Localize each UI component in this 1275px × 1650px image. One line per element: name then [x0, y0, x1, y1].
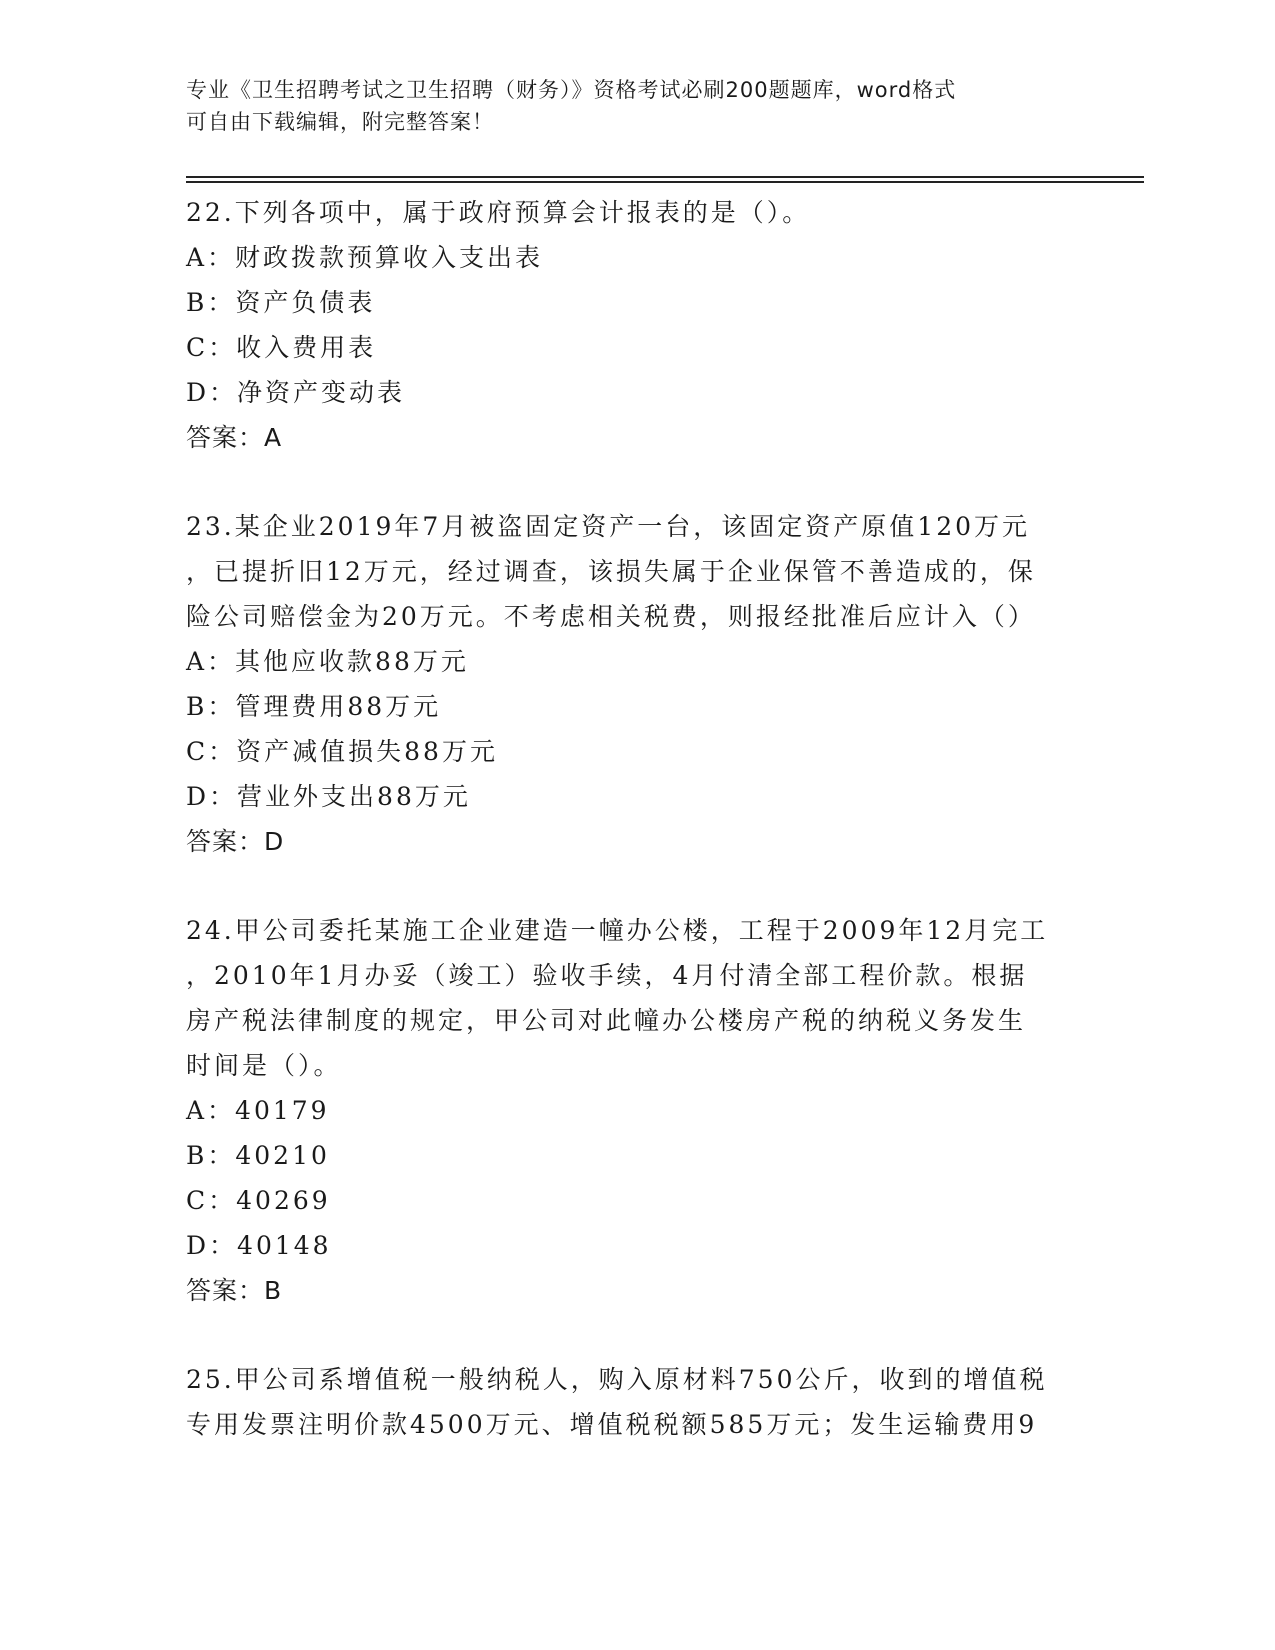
header-divider-thick	[186, 181, 1144, 183]
option-d: D：40148	[186, 1231, 332, 1260]
header-divider-thin	[186, 176, 1144, 178]
spacer	[186, 460, 1106, 504]
header-line-1: 专业《卫生招聘考试之卫生招聘（财务）》资格考试必刷200题题库，word格式	[186, 78, 957, 102]
option-c: C：40269	[186, 1186, 331, 1215]
question-24	[186, 908, 1106, 1313]
question-stem: 时间是（）。	[186, 1051, 342, 1080]
question-stem: 险公司赔偿金为20万元。不考虑相关税费，则报经批准后应计入（）	[186, 602, 1036, 631]
answer: 答案：D	[186, 827, 285, 856]
option-a: A：其他应收款88万元	[186, 647, 469, 676]
question-stem: ，已提折旧12万元，经过调查，该损失属于企业保管不善造成的，保	[186, 557, 1036, 586]
question-stem: 25.甲公司系增值税一般纳税人，购入原材料750公斤，收到的增值税	[186, 1365, 1048, 1394]
option-b: B：40210	[186, 1141, 330, 1170]
question-stem: ，2010年1月办妥（竣工）验收手续，4月付清全部工程价款。根据	[186, 961, 1028, 990]
question-25	[186, 1357, 1106, 1447]
question-stem: 24.甲公司委托某施工企业建造一幢办公楼，工程于2009年12月完工	[186, 916, 1049, 945]
answer: 答案：B	[186, 1276, 283, 1305]
option-d: D：营业外支出88万元	[186, 782, 471, 811]
option-a: A：40179	[186, 1096, 330, 1125]
question-stem: 22.下列各项中，属于政府预算会计报表的是（）。	[186, 198, 811, 227]
option-c: C：资产减值损失88万元	[186, 737, 498, 766]
option-c: C：收入费用表	[186, 333, 377, 362]
question-22	[186, 190, 1106, 460]
question-stem: 房产税法律制度的规定，甲公司对此幢办公楼房产税的纳税义务发生	[186, 1006, 1027, 1035]
spacer	[186, 1313, 1106, 1357]
question-stem: 专用发票注明价款4500万元、增值税税额585万元；发生运输费用9	[186, 1410, 1038, 1439]
answer: 答案：A	[186, 423, 283, 452]
option-b: B：资产负债表	[186, 288, 376, 317]
question-list	[186, 190, 1106, 1447]
option-b: B：管理费用88万元	[186, 692, 442, 721]
option-a: A：财政拨款预算收入支出表	[186, 243, 544, 272]
spacer	[186, 864, 1106, 908]
question-23	[186, 504, 1106, 864]
document-header	[186, 74, 1086, 138]
question-stem: 23.某企业2019年7月被盗固定资产一台，该固定资产原值120万元	[186, 512, 1031, 541]
header-line-2: 可自由下载编辑，附完整答案！	[186, 110, 494, 134]
option-d: D：净资产变动表	[186, 378, 406, 407]
